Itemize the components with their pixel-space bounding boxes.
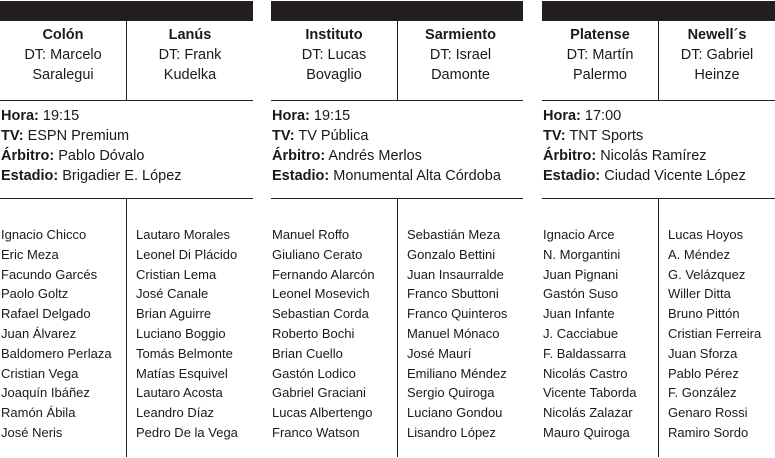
player: Franco Quinteros bbox=[407, 306, 508, 322]
away-lineup bbox=[407, 225, 507, 443]
info-top-rule bbox=[542, 100, 775, 101]
player: Cristian Ferreira bbox=[668, 325, 762, 341]
card-header-bar bbox=[542, 1, 775, 21]
card-header-bar bbox=[0, 1, 253, 21]
player: F. Baldassarra bbox=[543, 345, 627, 361]
player: Baldomero Perlaza bbox=[1, 345, 112, 361]
player: José Canale bbox=[136, 286, 209, 302]
player: J. Cacciabue bbox=[543, 325, 619, 341]
tv-channel: TV: TNT Sports bbox=[543, 128, 644, 144]
player: Leandro Díaz bbox=[136, 405, 215, 421]
referee: Árbitro: Andrés Merlos bbox=[272, 148, 422, 164]
stadium: Estadio: Brigadier E. López bbox=[1, 168, 182, 184]
player: Sebastian Corda bbox=[272, 306, 369, 322]
player: Ignacio Chicco bbox=[1, 227, 87, 242]
player: Manuel Roffo bbox=[272, 227, 350, 242]
home-coach-line-1: DT: Lucas bbox=[301, 47, 367, 63]
away-team-name: Lanús bbox=[168, 27, 212, 43]
player: N. Morgantini bbox=[543, 246, 621, 262]
referee: Árbitro: Pablo Dóvalo bbox=[1, 148, 145, 164]
player: Paolo Goltz bbox=[1, 286, 69, 302]
player: Brian Aguirre bbox=[136, 306, 212, 322]
kickoff-time: Hora: 17:00 bbox=[543, 108, 622, 124]
player: Franco Sbuttoni bbox=[407, 286, 499, 302]
stadium: Estadio: Monumental Alta Córdoba bbox=[272, 168, 501, 184]
player: Tomás Belmonte bbox=[136, 345, 233, 361]
away-coach-line-1: DT: Frank bbox=[158, 47, 222, 63]
tv-channel: TV: ESPN Premium bbox=[1, 128, 130, 144]
player: Lautaro Morales bbox=[136, 227, 230, 242]
away-lineup bbox=[668, 225, 761, 443]
player: José Neris bbox=[1, 424, 63, 440]
home-lineup bbox=[1, 225, 112, 443]
home-team-name: Instituto bbox=[305, 27, 363, 43]
player: Fernando Alarcón bbox=[272, 266, 375, 282]
teams-divider bbox=[126, 21, 127, 101]
away-team-name: Sarmiento bbox=[425, 27, 496, 43]
player: Brian Cuello bbox=[272, 345, 343, 361]
home-team bbox=[271, 21, 397, 101]
player: Franco Watson bbox=[272, 424, 360, 440]
info-top-rule bbox=[271, 100, 523, 101]
home-team-name: Platense bbox=[570, 27, 630, 43]
player: Leonel Di Plácido bbox=[136, 246, 238, 262]
away-coach-line-2: Heinze bbox=[694, 67, 740, 83]
player: F. González bbox=[668, 385, 737, 401]
home-team-name: Colón bbox=[42, 27, 84, 43]
player: Cristian Lema bbox=[136, 266, 217, 282]
player: Ramón Ábila bbox=[1, 405, 76, 421]
away-coach-line-1: DT: Gabriel bbox=[680, 47, 754, 63]
away-coach-line-2: Damonte bbox=[431, 67, 490, 83]
match-info bbox=[0, 106, 253, 186]
player: Cristian Vega bbox=[1, 365, 79, 381]
player: Luciano Boggio bbox=[136, 325, 226, 341]
away-team bbox=[127, 21, 253, 101]
player: Luciano Gondou bbox=[407, 405, 503, 421]
kickoff-time: Hora: 19:15 bbox=[272, 108, 351, 124]
match-card-colon-lanus bbox=[0, 1, 253, 457]
home-coach-line-2: Palermo bbox=[573, 67, 627, 83]
home-coach-line-1: DT: Marcelo bbox=[24, 47, 102, 63]
player: Genaro Rossi bbox=[668, 405, 748, 421]
away-team bbox=[398, 21, 523, 101]
home-coach-line-2: Bovaglio bbox=[306, 67, 362, 83]
home-team bbox=[542, 21, 658, 101]
player: Juan Pignani bbox=[543, 266, 619, 282]
player: Vicente Taborda bbox=[543, 385, 637, 401]
player: Matías Esquivel bbox=[136, 365, 228, 381]
player: Bruno Pittón bbox=[668, 306, 740, 322]
player: Juan Infante bbox=[543, 306, 615, 322]
player: Gastón Lodico bbox=[272, 365, 356, 381]
away-team-name: Newell´s bbox=[687, 27, 747, 43]
player: Lisandro López bbox=[407, 424, 496, 440]
away-lineup bbox=[136, 225, 238, 443]
kickoff-time: Hora: 19:15 bbox=[1, 108, 80, 124]
info-top-rule bbox=[0, 100, 253, 101]
player: Joaquín Ibáñez bbox=[1, 385, 90, 401]
player: Pablo Pérez bbox=[668, 365, 739, 381]
tv-channel: TV: TV Pública bbox=[272, 128, 369, 144]
player: Pedro De la Vega bbox=[136, 424, 238, 440]
away-coach-line-2: Kudelka bbox=[163, 67, 217, 83]
player: Leonel Mosevich bbox=[272, 286, 370, 302]
stadium: Estadio: Ciudad Vicente López bbox=[543, 168, 746, 184]
player: Sebastián Meza bbox=[407, 227, 501, 242]
home-coach-line-2: Saralegui bbox=[32, 67, 94, 83]
player: Willer Ditta bbox=[668, 286, 731, 302]
home-lineup bbox=[272, 225, 375, 443]
lineups-divider bbox=[397, 199, 398, 457]
player: Giuliano Cerato bbox=[272, 246, 363, 262]
home-lineup bbox=[543, 225, 636, 443]
player: Lucas Hoyos bbox=[668, 227, 744, 242]
player: G. Velázquez bbox=[668, 266, 746, 282]
teams-divider bbox=[397, 21, 398, 101]
player: Gabriel Graciani bbox=[272, 385, 366, 401]
player: Ignacio Arce bbox=[543, 227, 615, 242]
teams-divider bbox=[658, 21, 659, 101]
home-coach-line-1: DT: Martín bbox=[566, 47, 634, 63]
player: Mauro Quiroga bbox=[543, 424, 630, 440]
match-info bbox=[271, 106, 523, 186]
player: Gastón Suso bbox=[543, 286, 619, 302]
home-team bbox=[0, 21, 126, 101]
away-team bbox=[659, 21, 775, 101]
player: Juan Álvarez bbox=[1, 325, 77, 341]
player: Roberto Bochi bbox=[272, 325, 355, 341]
lineups-divider bbox=[658, 199, 659, 457]
player: Juan Sforza bbox=[668, 345, 738, 361]
player: Nicolás Zalazar bbox=[543, 405, 633, 421]
match-card-platense-newells bbox=[542, 1, 775, 457]
lineups-divider bbox=[126, 199, 127, 457]
away-coach-line-1: DT: Israel bbox=[429, 47, 492, 63]
player: Facundo Garcés bbox=[1, 266, 98, 282]
player: Rafael Delgado bbox=[1, 306, 91, 322]
player: Nicolás Castro bbox=[543, 365, 628, 381]
match-card-instituto-sarmiento bbox=[271, 1, 523, 457]
player: Lucas Albertengo bbox=[272, 405, 373, 421]
player: José Maurí bbox=[407, 345, 472, 361]
referee: Árbitro: Nicolás Ramírez bbox=[543, 148, 707, 164]
player: A. Méndez bbox=[668, 246, 731, 262]
player: Manuel Mónaco bbox=[407, 325, 500, 341]
match-info bbox=[542, 106, 775, 186]
player: Emiliano Méndez bbox=[407, 365, 507, 381]
player: Gonzalo Bettini bbox=[407, 246, 496, 262]
card-header-bar bbox=[271, 1, 523, 21]
player: Sergio Quiroga bbox=[407, 385, 495, 401]
player: Juan Insaurralde bbox=[407, 266, 504, 282]
player: Ramiro Sordo bbox=[668, 424, 749, 440]
player: Eric Meza bbox=[1, 246, 59, 262]
player: Lautaro Acosta bbox=[136, 385, 223, 401]
